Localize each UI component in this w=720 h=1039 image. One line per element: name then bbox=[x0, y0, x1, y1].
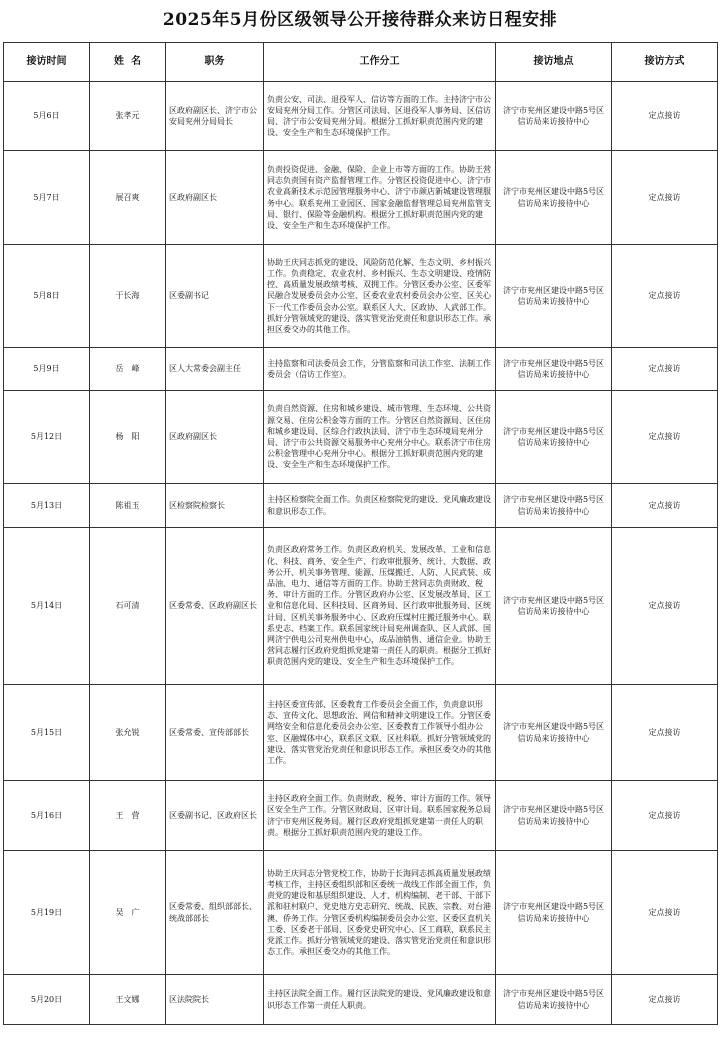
cell-mode: 定点接访 bbox=[612, 975, 718, 1025]
cell-location: 济宁市兖州区建设中路5号区信访局来访接待中心 bbox=[496, 685, 612, 781]
cell-location: 济宁市兖州区建设中路5号区信访局来访接待中心 bbox=[496, 851, 612, 975]
cell-name: 陈祖玉 bbox=[90, 484, 166, 528]
header-mode: 接访方式 bbox=[612, 43, 718, 82]
cell-location: 济宁市兖州区建设中路5号区信访局来访接待中心 bbox=[496, 82, 612, 151]
cell-name: 吴 广 bbox=[90, 851, 166, 975]
cell-position: 区政府副区长 bbox=[166, 151, 264, 245]
header-date: 接访时间 bbox=[4, 43, 90, 82]
cell-duties: 主持区检察院全面工作。负责区检察院党的建设、党风廉政建设和意识形态工作。 bbox=[264, 484, 496, 528]
cell-duties: 协助王庆同志抓党的建设、风险防范化解、生态文明、乡村振兴工作。负责稳定、农业农村、乡村振兴、生态文明建设、疫情防控、高质量发展政绩考核、双拥工作。分管区委办公室、区委军民融合发展委员会办公室、区委农业农村委员会办公室、区关心下一代工作委员会办公室。联系区人大、区政协、人武部工作。抓好分管领域党的建设、落实管党治党责任和意识形态工作。承担区委交办的其他工作。 bbox=[264, 245, 496, 348]
cell-position: 区法院院长 bbox=[166, 975, 264, 1025]
cell-name: 王文娜 bbox=[90, 975, 166, 1025]
cell-position: 区委副书记 bbox=[166, 245, 264, 348]
cell-date: 5月14日 bbox=[4, 528, 90, 685]
cell-mode: 定点接访 bbox=[612, 484, 718, 528]
cell-location: 济宁市兖州区建设中路5号区信访局来访接待中心 bbox=[496, 528, 612, 685]
cell-mode: 定点接访 bbox=[612, 391, 718, 484]
cell-duties: 主持区法院全面工作。履行区法院党的建设、党风廉政建设和意识形态工作第一责任人职责。 bbox=[264, 975, 496, 1025]
cell-name: 于长海 bbox=[90, 245, 166, 348]
cell-date: 5月8日 bbox=[4, 245, 90, 348]
table-row bbox=[4, 391, 718, 484]
cell-location: 济宁市兖州区建设中路5号区信访局来访接待中心 bbox=[496, 391, 612, 484]
table-row bbox=[4, 685, 718, 781]
cell-date: 5月6日 bbox=[4, 82, 90, 151]
cell-location: 济宁市兖州区建设中路5号区信访局来访接待中心 bbox=[496, 781, 612, 851]
table-row bbox=[4, 528, 718, 685]
cell-name: 杨 阳 bbox=[90, 391, 166, 484]
cell-mode: 定点接访 bbox=[612, 528, 718, 685]
table-row bbox=[4, 348, 718, 391]
cell-duties: 负责区政府常务工作。负责区政府机关、发展改革、工业和信息化、科技、商务、安全生产、行政审批服务、统计、大数据、政务公开、机关事务管理、能源、压煤搬迁、人防、人民武装、成品油、电力、通信等方面的工作。协助王营同志负责财政、税务、审计方面的工作。分管区政府办公室、区发展改革局、区工业和信息化局、区科技局、区商务局、区行政审批服务局、区统计局、区机关事务服务中心、区政府压煤村庄搬迁服务中心。联系史志、档案工作。联系国家统计局兖州调查队、区人武部、国网济宁供电公司兖州供电中心，成品油销售、通信企业。协助王营同志履行区政府党组抓党建第一责任人的职责。根据分工抓好职责范围内党的建设、安全生产和生态环境保护工作。 bbox=[264, 528, 496, 685]
table-row bbox=[4, 151, 718, 245]
cell-duties: 负责自然资源、住房和城乡建设、城市管理、生态环境、公共资源交易、住房公积金等方面的工作。分管区自然资源局、区住房和城乡建设局、区综合行政执法局、济宁市生态环境局兖州分局、济宁市公共资源交易服务中心兖州分中心。联系济宁市住房公积金管理中心兖州分中心。根据分工抓好职责范围内党的建设、安全生产和生态环境保护工作。 bbox=[264, 391, 496, 484]
cell-name: 岳 峰 bbox=[90, 348, 166, 391]
cell-location: 济宁市兖州区建设中路5号区信访局来访接待中心 bbox=[496, 484, 612, 528]
cell-date: 5月19日 bbox=[4, 851, 90, 975]
cell-mode: 定点接访 bbox=[612, 348, 718, 391]
cell-duties: 主持区委宣传部、区委教育工作委员会全面工作，负责意识形态、宣传文化、思想政治、网信和精神文明建设工作。分管区委网络安全和信息化委员会办公室、区委教育工作领导小组办公室、区融媒体中心，联系区文联、区社科联。抓好分管领域党的建设、落实管党治党责任和意识形态工作。承担区委交办的其他工作。 bbox=[264, 685, 496, 781]
cell-location: 济宁市兖州区建设中路5号区信访局来访接待中心 bbox=[496, 348, 612, 391]
cell-date: 5月12日 bbox=[4, 391, 90, 484]
cell-position: 区政府副区长 bbox=[166, 391, 264, 484]
table-row bbox=[4, 245, 718, 348]
page-title: 2025年5月份区级领导公开接待群众来访日程安排 bbox=[162, 10, 558, 30]
cell-location: 济宁市兖州区建设中路5号区信访局来访接待中心 bbox=[496, 245, 612, 348]
table-row bbox=[4, 975, 718, 1025]
cell-date: 5月16日 bbox=[4, 781, 90, 851]
cell-name: 展召爽 bbox=[90, 151, 166, 245]
cell-position: 区政府副区长、济宁市公安局兖州分局局长 bbox=[166, 82, 264, 151]
cell-location: 济宁市兖州区建设中路5号区信访局来访接待中心 bbox=[496, 975, 612, 1025]
cell-duties: 主持监察和司法委员会工作，分管监察和司法工作室、法制工作委员会（信访工作室）。 bbox=[264, 348, 496, 391]
cell-date: 5月13日 bbox=[4, 484, 90, 528]
cell-name: 张孝元 bbox=[90, 82, 166, 151]
cell-date: 5月9日 bbox=[4, 348, 90, 391]
cell-position: 区人大常委会副主任 bbox=[166, 348, 264, 391]
cell-duties: 负责投资促进、金融、保险、企业上市等方面的工作。协助王营同志负责国有资产监督管理工作。分管区投资促进中心、济宁市农业高新技术示范园管理服务中心、济宁市颜店新城建设管理服务中心。联系兖州工业园区、国家金融监督管理总局兖州监管支局、银行、保险等金融机构。根据分工抓好职责范围内党的建设、安全生产和生态环境保护工作。 bbox=[264, 151, 496, 245]
table-row bbox=[4, 781, 718, 851]
header-duties: 工作分工 bbox=[264, 43, 496, 82]
cell-location: 济宁市兖州区建设中路5号区信访局来访接待中心 bbox=[496, 151, 612, 245]
cell-name: 王 营 bbox=[90, 781, 166, 851]
cell-date: 5月15日 bbox=[4, 685, 90, 781]
cell-duties: 负责公安、司法、退役军人、信访等方面的工作。主持济宁市公安局兖州分局工作。分管区司法局、区退役军人事务局、区信访局、济宁市公安局兖州分局。根据分工抓好职责范围内党的建设、安全生产和生态环境保护工作。 bbox=[264, 82, 496, 151]
cell-name: 张允锐 bbox=[90, 685, 166, 781]
cell-date: 5月7日 bbox=[4, 151, 90, 245]
header-location: 接访地点 bbox=[496, 43, 612, 82]
cell-position: 区委常委、宣传部部长 bbox=[166, 685, 264, 781]
table-header-row bbox=[4, 43, 718, 82]
header-name: 姓 名 bbox=[90, 43, 166, 82]
cell-position: 区委常委、区政府副区长 bbox=[166, 528, 264, 685]
header-position: 职务 bbox=[166, 43, 264, 82]
cell-duties: 协助王庆同志分管党校工作，协助于长海同志抓高质量发展政绩考核工作，主持区委组织部和区委统一战线工作部全面工作，负责党的建设和基层组织建设、人才、机构编制、老干部、干部下派和驻村联户、党史地方史志研究、统战、民族、宗教、对台港澳、侨务工作。分管区委机构编制委员会办公室、区委区直机关工委、区委老干部局、区委党史研究中心、区工商联，联系民主党派工作。抓好分管领域党的建设、落实管党治党责任和意识形态工作。承担区委交办的其他工作。 bbox=[264, 851, 496, 975]
cell-position: 区委副书记、区政府区长 bbox=[166, 781, 264, 851]
cell-mode: 定点接访 bbox=[612, 781, 718, 851]
cell-position: 区检察院检察长 bbox=[166, 484, 264, 528]
cell-mode: 定点接访 bbox=[612, 82, 718, 151]
cell-mode: 定点接访 bbox=[612, 851, 718, 975]
table-row bbox=[4, 484, 718, 528]
cell-date: 5月20日 bbox=[4, 975, 90, 1025]
schedule-table bbox=[3, 42, 718, 1025]
table-row bbox=[4, 851, 718, 975]
cell-duties: 主持区政府全面工作。负责财政、税务、审计方面的工作。领导区安全生产工作。分管区财政局、区审计局。联系国家税务总局济宁市兖州区税务局。履行区政府党组抓党建第一责任人的职责。根据分工抓好职责范围内党的建设工作。 bbox=[264, 781, 496, 851]
cell-position: 区委常委、组织部部长、统战部部长 bbox=[166, 851, 264, 975]
table-row bbox=[4, 82, 718, 151]
cell-name: 石可清 bbox=[90, 528, 166, 685]
cell-mode: 定点接访 bbox=[612, 685, 718, 781]
cell-mode: 定点接访 bbox=[612, 245, 718, 348]
cell-mode: 定点接访 bbox=[612, 151, 718, 245]
